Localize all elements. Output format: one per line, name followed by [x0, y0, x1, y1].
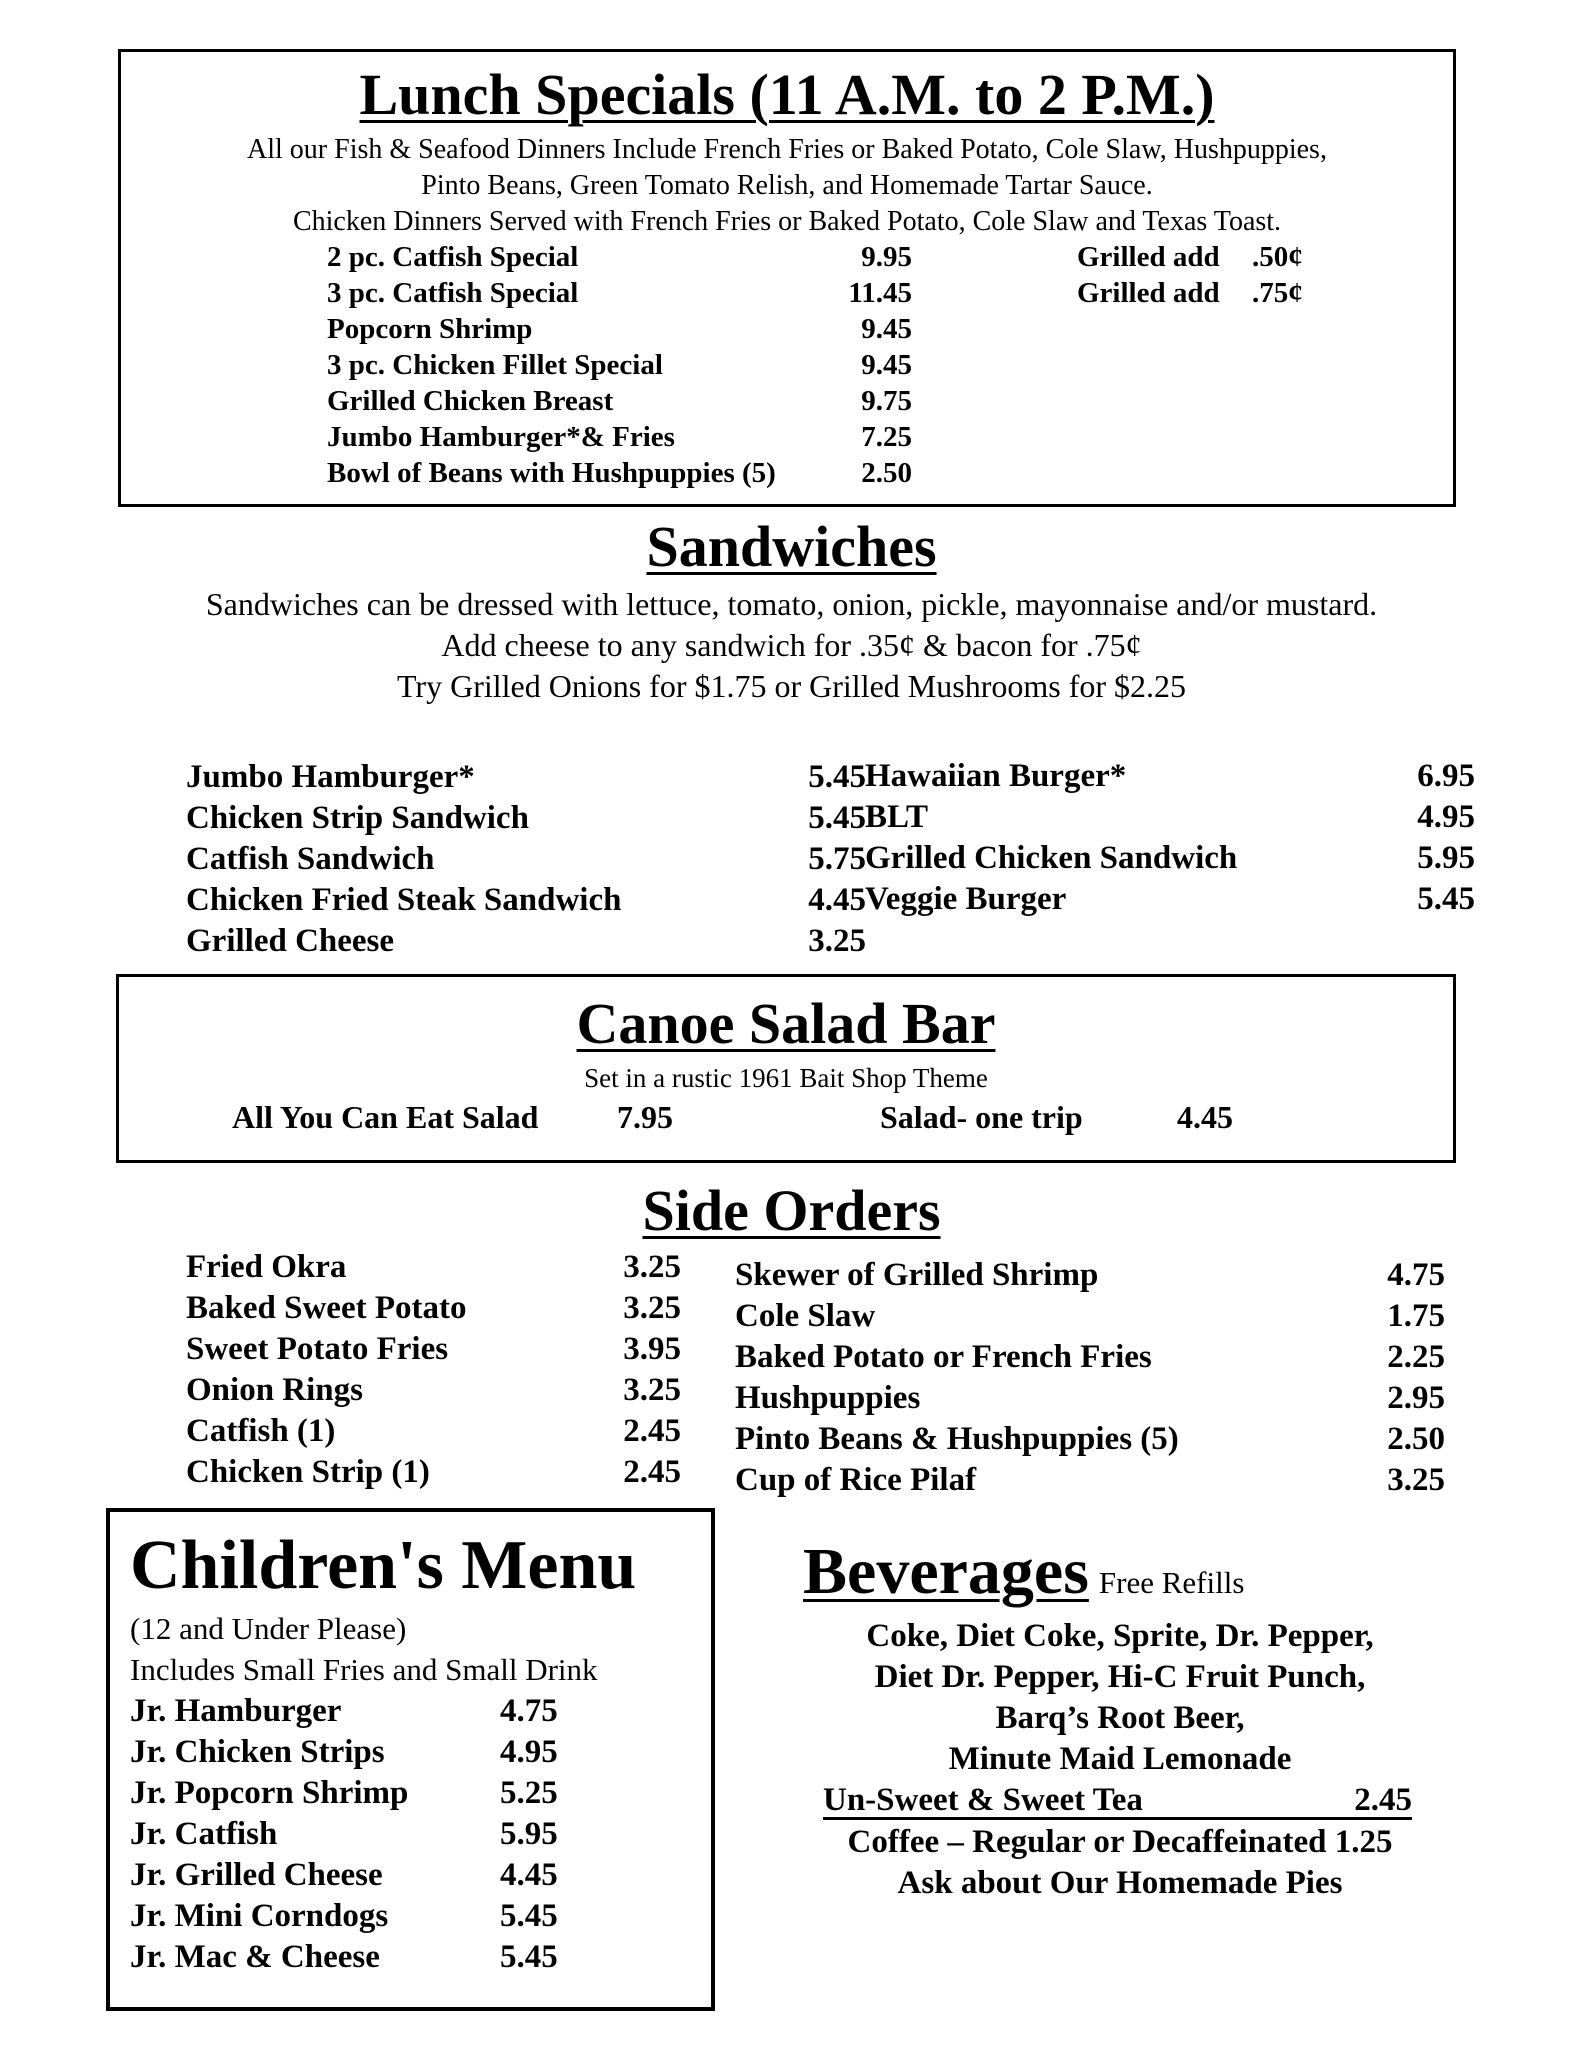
item-price: 9.45	[861, 349, 912, 381]
item-price: 5.45	[1417, 881, 1475, 917]
item-price: 3.25	[623, 1249, 681, 1285]
item-name: Jr. Catfish	[130, 1816, 278, 1852]
item-name: Veggie Burger	[865, 881, 1067, 917]
item-name: Chicken Strip (1)	[186, 1454, 430, 1490]
item-name: Popcorn Shrimp	[327, 313, 533, 345]
item-name: Sweet Potato Fries	[186, 1331, 449, 1367]
item-price: 3.25	[1387, 1462, 1445, 1498]
salad-bar-title: Canoe Salad Bar	[576, 991, 996, 1056]
item-price: 4.45	[1177, 1099, 1233, 1135]
item-name: Pinto Beans & Hushpuppies (5)	[735, 1421, 1179, 1457]
side-orders-title: Side Orders	[642, 1178, 941, 1243]
childrens-note-2: Includes Small Fries and Small Drink	[130, 1652, 598, 1687]
pies-line: Ask about Our Homemade Pies	[897, 1865, 1343, 1901]
item-price: 9.45	[861, 313, 912, 345]
item-name: Jr. Popcorn Shrimp	[130, 1775, 409, 1811]
sandwiches-title: Sandwiches	[646, 514, 937, 579]
item-name: Hushpuppies	[735, 1380, 921, 1416]
item-price: 5.95	[1417, 840, 1475, 876]
item-price: 2.45	[623, 1454, 681, 1490]
item-name: Jr. Mini Corndogs	[130, 1898, 389, 1934]
item-name: Catfish (1)	[186, 1413, 336, 1449]
item-price: 11.45	[848, 277, 912, 309]
item-price: 3.25	[623, 1290, 681, 1326]
item-name: Cup of Rice Pilaf	[735, 1462, 977, 1498]
grilled-label: Grilled add	[1077, 277, 1220, 309]
salad-bar-subtitle: Set in a rustic 1961 Bait Shop Theme	[584, 1063, 988, 1093]
item-name: Cole Slaw	[735, 1298, 876, 1334]
sandwiches-intro-2: Add cheese to any sandwich for .35¢ & bacon for .75¢	[441, 627, 1142, 663]
beverages-title: Beverages	[803, 1535, 1089, 1608]
item-name: Fried Okra	[186, 1249, 347, 1285]
item-name: BLT	[865, 799, 929, 835]
item-price: 3.95	[623, 1331, 681, 1367]
beverage-line: Diet Dr. Pepper, Hi-C Fruit Punch,	[874, 1659, 1366, 1695]
item-name: Salad- one trip	[880, 1099, 1083, 1135]
item-name: 3 pc. Catfish Special	[327, 277, 579, 309]
item-price: 2.45	[1354, 1782, 1412, 1818]
item-name: Grilled Chicken Sandwich	[865, 840, 1238, 876]
item-price: 7.95	[617, 1099, 673, 1135]
item-name: All You Can Eat Salad	[232, 1099, 539, 1135]
beverages-note: Free Refills	[1098, 1565, 1245, 1600]
item-name: Jr. Mac & Cheese	[130, 1939, 380, 1975]
item-name: Grilled Chicken Breast	[327, 385, 614, 417]
item-price: 4.95	[1417, 799, 1475, 835]
lunch-specials-title: Lunch Specials (11 A.M. to 2 P.M.)	[359, 62, 1215, 127]
item-price: 5.45	[500, 1898, 558, 1934]
sandwiches-intro-3: Try Grilled Onions for $1.75 or Grilled Mushrooms for $2.25	[397, 668, 1186, 704]
item-price: 5.95	[500, 1816, 558, 1852]
childrens-note-1: (12 and Under Please)	[130, 1611, 407, 1646]
item-name: Un-Sweet & Sweet Tea	[823, 1782, 1143, 1818]
item-price: 2.95	[1387, 1380, 1445, 1416]
item-name: Jumbo Hamburger*	[186, 759, 475, 795]
item-name: Bowl of Beans with Hushpuppies (5)	[327, 457, 776, 489]
item-price: 2.50	[1387, 1421, 1445, 1457]
item-name: Jumbo Hamburger*& Fries	[327, 421, 675, 453]
item-price: 6.95	[1417, 758, 1475, 794]
tea-item	[823, 1780, 1412, 1820]
item-price: 2.45	[623, 1413, 681, 1449]
item-name: Baked Sweet Potato	[186, 1290, 467, 1326]
item-price: 3.25	[808, 923, 866, 959]
item-price: 2.50	[861, 457, 912, 489]
item-name: Onion Rings	[186, 1372, 363, 1408]
grilled-label: Grilled add	[1077, 241, 1220, 273]
childrens-menu-title: Children's Menu	[130, 1527, 637, 1604]
item-name: Jr. Chicken Strips	[130, 1734, 385, 1770]
coffee-line: Coffee – Regular or Decaffeinated 1.25	[847, 1824, 1393, 1860]
item-price: 4.45	[500, 1857, 558, 1893]
lunch-specials-intro-3: Chicken Dinners Served with French Fries or Baked Potato, Cole Slaw and Texas Toast.	[292, 206, 1282, 237]
item-name: 3 pc. Chicken Fillet Special	[327, 349, 663, 381]
item-price: 5.45	[808, 800, 866, 836]
item-price: 5.45	[808, 759, 866, 795]
item-name: Skewer of Grilled Shrimp	[735, 1257, 1099, 1293]
item-price: 3.25	[623, 1372, 681, 1408]
sandwiches-intro-1: Sandwiches can be dressed with lettuce, tomato, onion, pickle, mayonnaise and/or mustard.	[205, 586, 1378, 622]
item-price: 1.75	[1387, 1298, 1445, 1334]
item-price: 4.45	[808, 882, 866, 918]
item-name: Baked Potato or French Fries	[735, 1339, 1152, 1375]
item-name: Chicken Fried Steak Sandwich	[186, 882, 622, 918]
item-name: Catfish Sandwich	[186, 841, 435, 877]
item-name: Hawaiian Burger*	[865, 758, 1127, 794]
item-price: 9.95	[861, 241, 912, 273]
item-price: 9.75	[861, 385, 912, 417]
item-price: 4.75	[1387, 1257, 1445, 1293]
item-price: 5.25	[500, 1775, 558, 1811]
lunch-specials-intro-2: Pinto Beans, Green Tomato Relish, and Homemade Tartar Sauce.	[421, 170, 1153, 201]
grilled-price: .50¢	[1252, 241, 1303, 273]
beverage-line: Minute Maid Lemonade	[948, 1741, 1292, 1777]
item-name: Grilled Cheese	[186, 923, 395, 959]
item-price: 5.45	[500, 1939, 558, 1975]
lunch-specials-intro-1: All our Fish & Seafood Dinners Include French Fries or Baked Potato, Cole Slaw, Hushpuppies,	[247, 134, 1327, 165]
item-price: 7.25	[861, 421, 912, 453]
beverages-header	[803, 1532, 1244, 1612]
item-name: Chicken Strip Sandwich	[186, 800, 529, 836]
grilled-price: .75¢	[1252, 277, 1303, 309]
item-name: Jr. Hamburger	[130, 1693, 342, 1729]
item-price: 4.95	[500, 1734, 558, 1770]
item-price: 4.75	[500, 1693, 558, 1729]
beverage-line: Coke, Diet Coke, Sprite, Dr. Pepper,	[866, 1618, 1374, 1654]
item-price: 2.25	[1387, 1339, 1445, 1375]
item-name: Jr. Grilled Cheese	[130, 1857, 383, 1893]
beverage-line: Barq’s Root Beer,	[995, 1700, 1245, 1736]
item-price: 5.75	[808, 841, 866, 877]
item-name: 2 pc. Catfish Special	[327, 241, 579, 273]
